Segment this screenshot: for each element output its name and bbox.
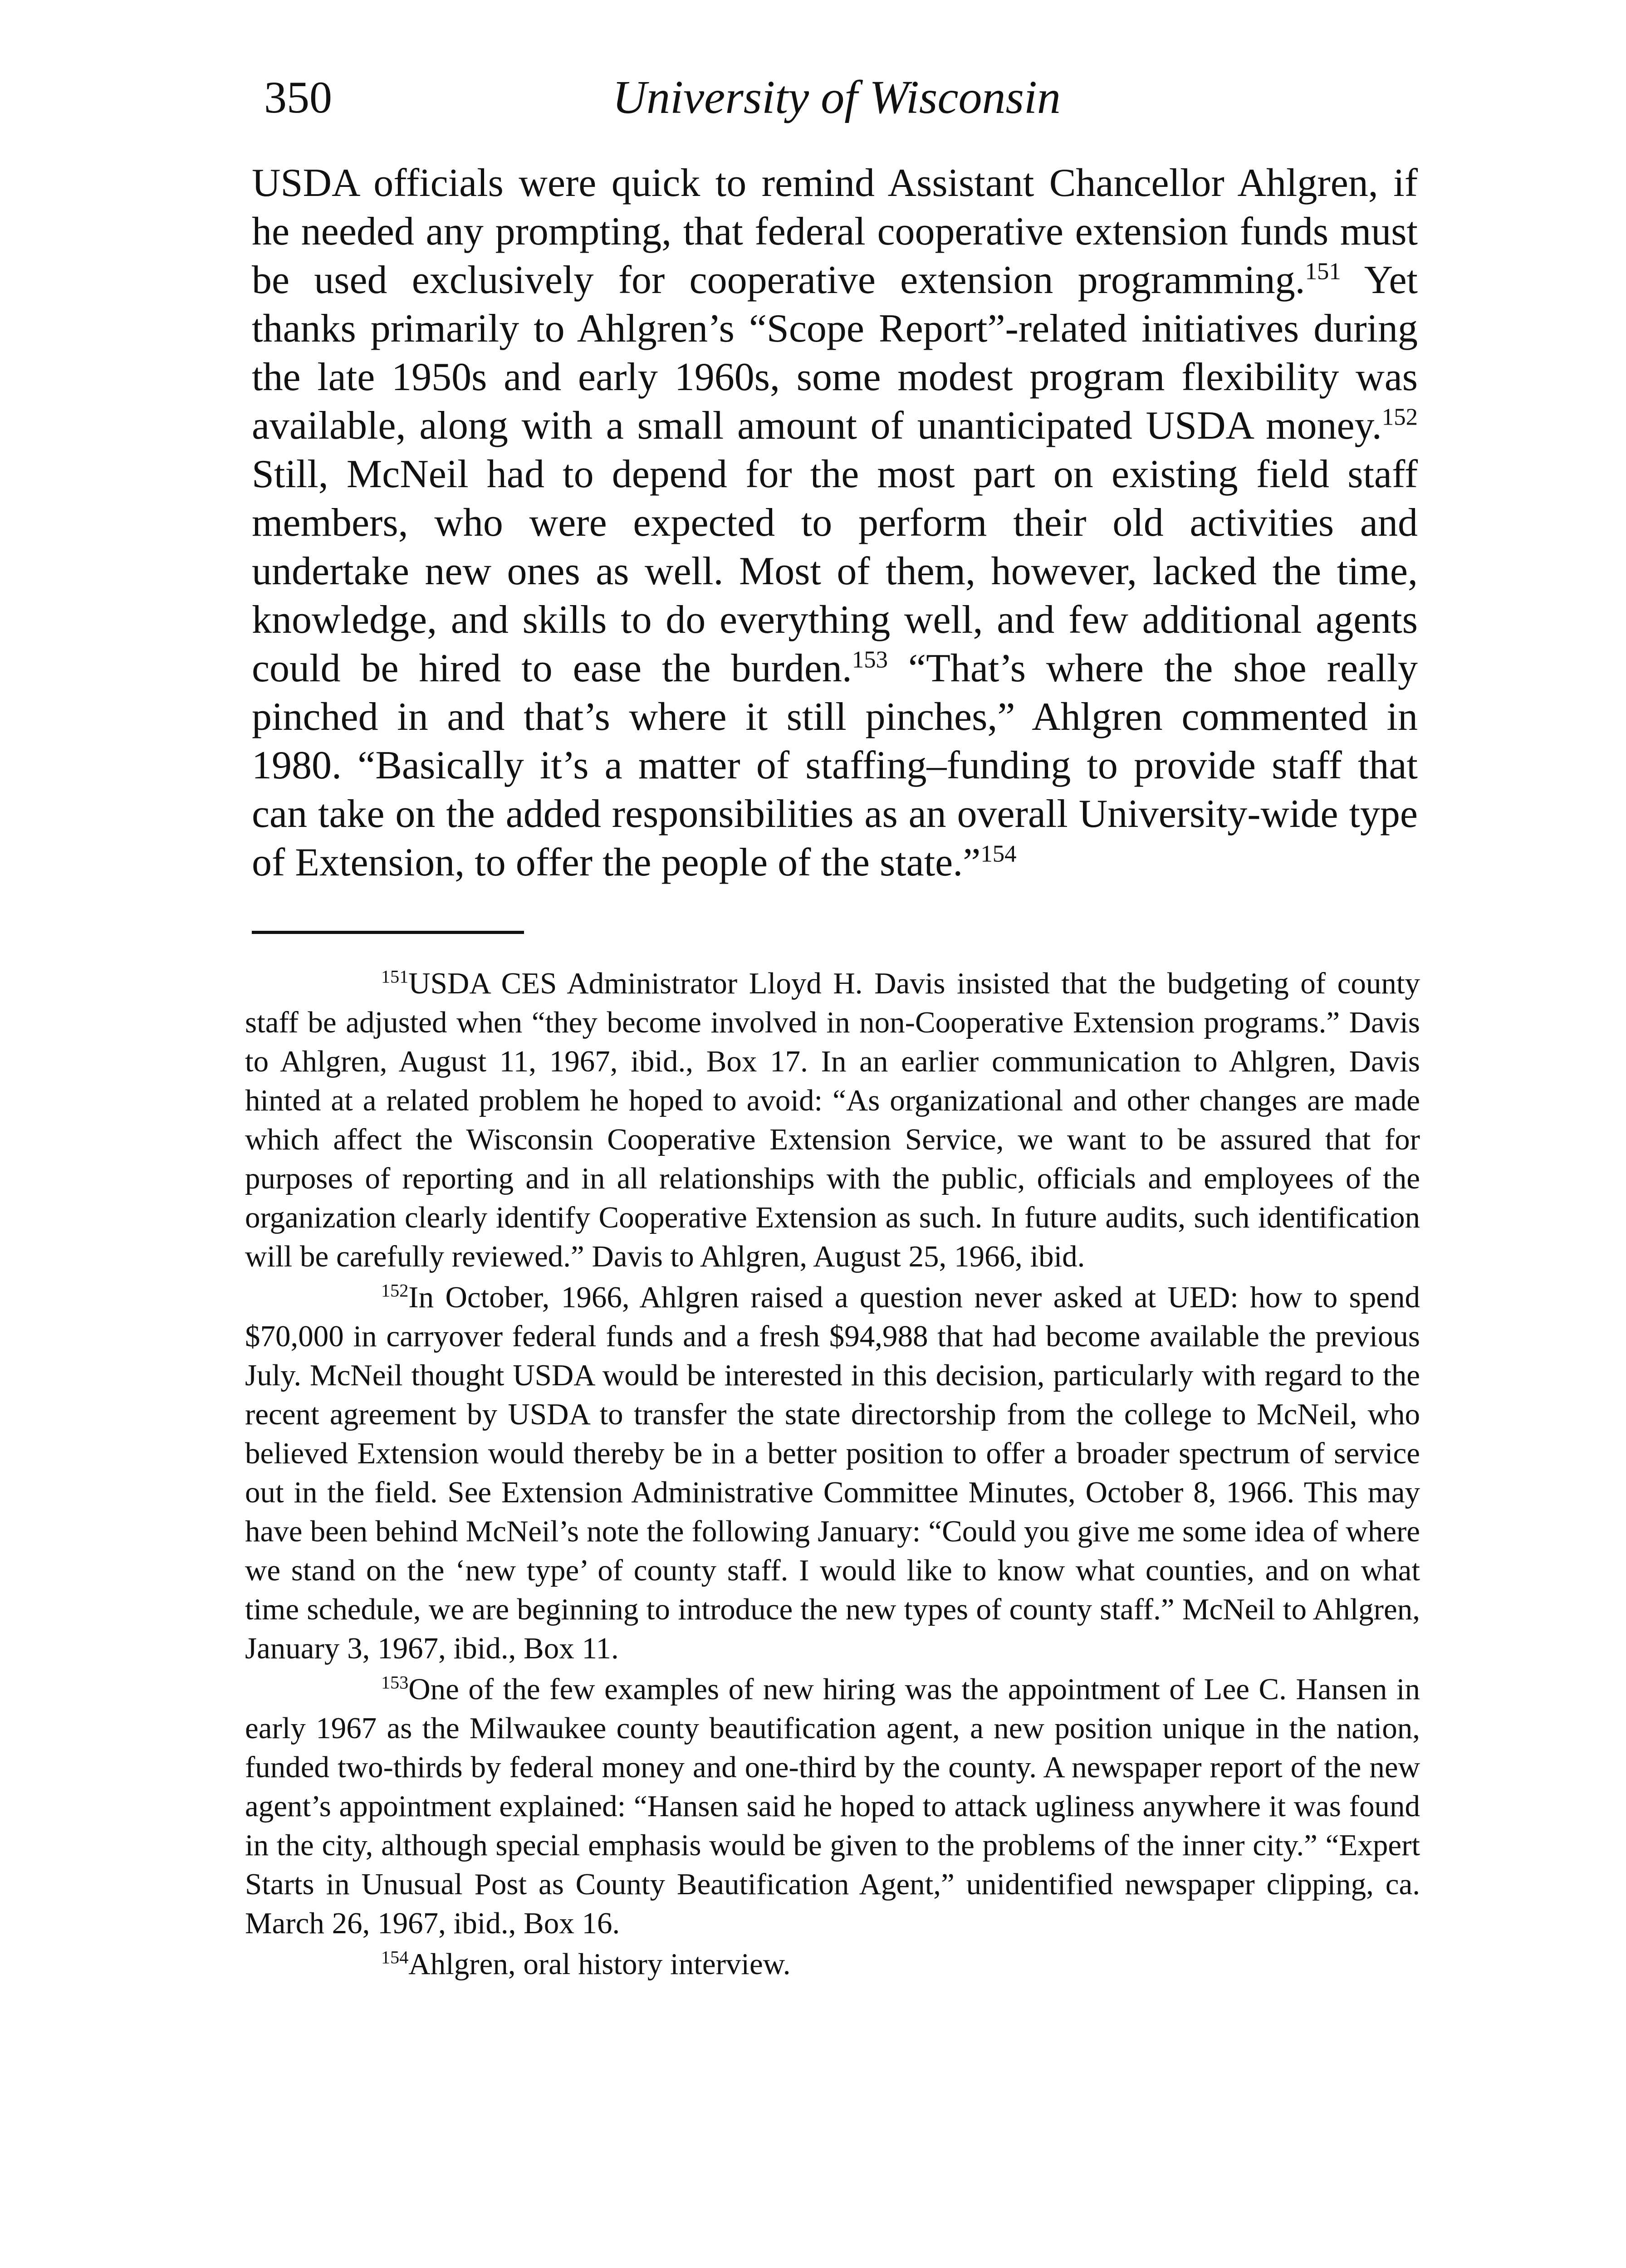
footnote-number: 152 bbox=[381, 1280, 409, 1301]
footnote bbox=[245, 1670, 1420, 1943]
footnote-number: 151 bbox=[381, 966, 409, 987]
page-header bbox=[0, 68, 1626, 127]
footnote-number: 153 bbox=[381, 1672, 409, 1693]
footnote-divider bbox=[252, 931, 524, 934]
footnote-text: One of the few examples of new hiring was the appointment of Lee C. Hansen in early 1967 as the Milwaukee county beautification agent, a new position unique in the nation, funded two-thirds by federal money and one-third by the county. A newspaper report of the new agent’s appointment explained: “Hansen said he hoped to attack ugliness anywhere it was found in the city, although special emphasis would be given to the problems of the inner city.” “Expert Starts in Unusual Post as County Beautification Agent,” unidentified newspaper clipping, ca. March 26, 1967, ibid., Box 16. bbox=[245, 1672, 1420, 1940]
footnote-number: 154 bbox=[381, 1947, 409, 1968]
footnote bbox=[245, 964, 1420, 1276]
footnote-ref: 152 bbox=[1381, 404, 1418, 430]
body-segment: USDA officials were quick to remind Assistant Chancellor Ahlgren, if he needed any prompting, that federal cooperative extension funds must be used exclusively for cooperative extension programming. bbox=[252, 161, 1418, 302]
footnote-text: In October, 1966, Ahlgren raised a question never asked at UED: how to spend $70,000 in carryover federal funds and a fresh $94,988 that had become available the previous July. McNeil thought USDA would be interested in this decision, particularly with regard to the recent agreement by USDA to transfer the state directorship from the college to McNeil, who believed Extension would thereby be in a better position to offer a broader spectrum of service out in the field. See Extension Administrative Committee Minutes, October 8, 1966. This may have been behind McNeil’s note the following January: “Could you give me some idea of where we stand on the ‘new type’ of county staff. I would like to know what counties, and on what time schedule, we are beginning to introduce the new types of county staff.” McNeil to Ahlgren, January 3, 1967, ibid., Box 11. bbox=[245, 1281, 1420, 1665]
footnote-text: Ahlgren, oral history interview. bbox=[408, 1947, 791, 1981]
body-paragraph bbox=[252, 159, 1418, 887]
footnote-ref: 151 bbox=[1305, 258, 1341, 285]
body-text bbox=[252, 159, 1418, 887]
body-segment: Yet thanks primarily to Ahlgren’s “Scope Report”-related initiatives during the late 1950s and early 1960s, some modest program flexibility was available, along with a small amount of unanticipated USDA money. bbox=[252, 258, 1418, 448]
footnotes bbox=[245, 964, 1420, 1984]
running-head: University of Wisconsin bbox=[612, 71, 1061, 123]
page-number: 350 bbox=[264, 72, 332, 122]
body-segment: “That’s where the shoe really pinched in and that’s where it still pinches,” Ahlgren commented in 1980. “Basically it’s a matter of staffing–funding to provide staff that can take on the added responsibilities as an overall University-wide type of Extension, to offer the people of the state.” bbox=[252, 646, 1418, 885]
footnote-text: USDA CES Administrator Lloyd H. Davis insisted that the budgeting of county staff be adjusted when “they become involved in non-Cooperative Extension programs.” Davis to Ahlgren, August 11, 1967, ibid., Box 17. In an earlier communication to Ahlgren, Davis hinted at a related problem he hoped to avoid: “As organizational and other changes are made which affect the Wisconsin Cooperative Extension Service, we want to be assured that for purposes of reporting and in all relationships with the public, officials and employees of the organization clearly identify Cooperative Extension as such. In future audits, such identification will be carefully reviewed.” Davis to Ahlgren, August 25, 1966, ibid. bbox=[245, 967, 1420, 1273]
body-segment: Still, McNeil had to depend for the most part on existing field staff members, who were expected to perform their old activities and undertake new ones as well. Most of them, however, lacked the time, knowledge, and skills to do everything well, and few additional agents could be hired to ease the burden. bbox=[252, 452, 1418, 690]
footnote-ref: 154 bbox=[980, 841, 1017, 867]
footnote-ref: 153 bbox=[852, 646, 888, 673]
footnote bbox=[245, 1278, 1420, 1668]
footnote bbox=[245, 1945, 1420, 1984]
